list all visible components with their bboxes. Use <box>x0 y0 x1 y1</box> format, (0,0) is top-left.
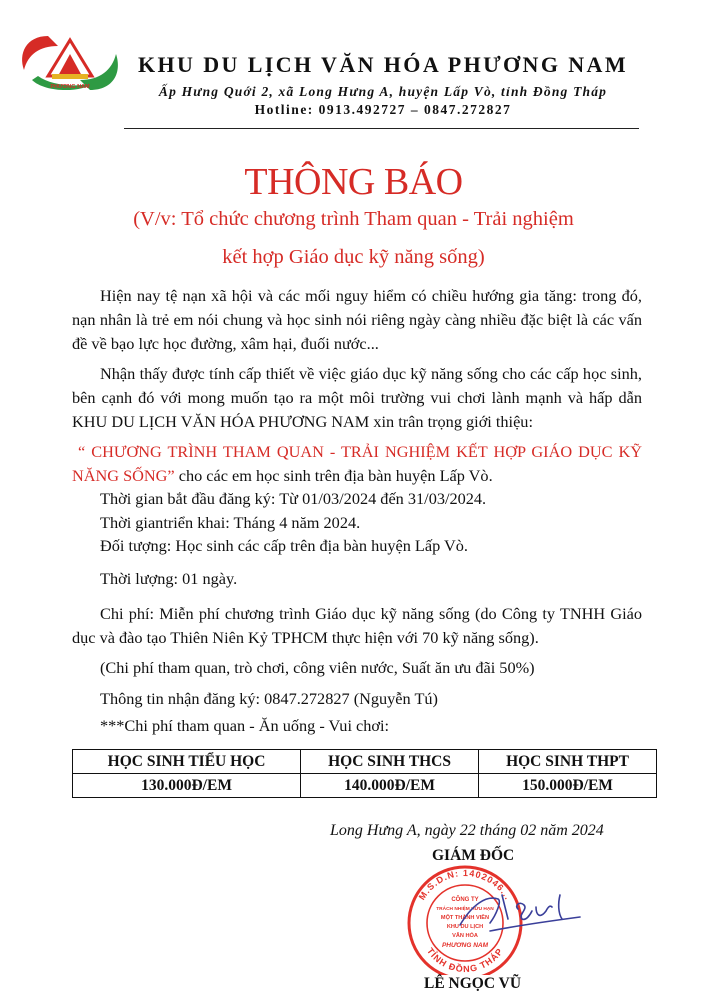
stamp-center-line: KHU DU LỊCH <box>446 924 484 930</box>
org-name: KHU DU LỊCH VĂN HÓA PHƯƠNG NAM <box>138 52 628 77</box>
program-name: “ CHƯƠNG TRÌNH THAM QUAN - TRẢI NGHIỆM KẾT HỢP GIÁO DỤC KỸ NĂNG SỐNG” <box>72 442 642 485</box>
phuong-nam-logo-icon <box>18 28 122 96</box>
fee-table <box>72 749 657 798</box>
director-title: GIÁM ĐỐC <box>432 847 515 864</box>
org-address: Ấp Hưng Quới 2, xã Long Hưng A, huyện Lấp Vò, tỉnh Đồng Tháp <box>158 84 608 99</box>
stamp-center-line: TRÁCH NHIỆM HỮU HẠN <box>436 907 494 912</box>
deployment-time: Thời giantriển khai: Tháng 4 năm 2024. <box>100 513 361 532</box>
table-header-cell: HỌC SINH THPT <box>479 750 657 774</box>
subject-line-1: (V/v: Tổ chức chương trình Tham quan - Trải nghiệm <box>133 208 574 230</box>
duration: Thời lượng: 01 ngày. <box>100 569 238 588</box>
table-header-cell: HỌC SINH TIỂU HỌC <box>73 750 301 774</box>
registration-info: Thông tin nhận đăng ký: 0847.272827 (Nguyễn Tú) <box>100 689 438 708</box>
header-divider <box>124 128 639 129</box>
fee-heading: ***Chi phí tham quan - Ăn uống - Vui chơi: <box>100 716 390 735</box>
stamp-ring-bottom: TỈNH ĐỒNG THÁP <box>424 945 506 975</box>
paragraph-cost: Chi phí: Miễn phí chương trình Giáo dục kỹ năng sống (do Công ty TNHH Giáo dục và đào tạo Thiên Niên Kỷ TPHCM thực hiện với 70 kỹ năng sống). <box>72 604 642 647</box>
stamp-center-line: CÔNG TY <box>451 897 479 903</box>
paragraph-purpose: Nhận thấy được tính cấp thiết về việc giáo dục kỹ năng sống cho các cấp học sinh, bên cạnh đó với mong muốn tạo ra một môi trường vui chơi lành mạnh và hấp dẫn KHU DU LỊCH VĂN HÓA PHƯƠNG NAM xin trân trọng giới thiệu: <box>72 364 642 431</box>
registration-period: Thời gian bắt đầu đăng ký: Từ 01/03/2024 đến 31/03/2024. <box>100 489 487 508</box>
cost-note: (Chi phí tham quan, trò chơi, công viên nước, Suất ăn ưu đãi 50%) <box>100 658 535 677</box>
org-hotline: Hotline: 0913.492727 – 0847.272827 <box>254 102 512 117</box>
program-suffix: cho các em học sinh trên địa bàn huyện Lấp Vò. <box>174 466 493 485</box>
signing-date: Long Hưng A, ngày 22 tháng 02 năm 2024 <box>330 822 604 839</box>
stamp-center-line: VĂN HÓA <box>452 933 478 939</box>
stamp-center-line: PHƯƠNG NAM <box>441 942 489 949</box>
subject-line-2: kết hợp Giáo dục kỹ năng sống) <box>222 246 485 268</box>
table-row <box>73 774 657 798</box>
table-price-cell: 150.000Đ/EM <box>479 774 657 798</box>
company-seal-icon <box>390 865 650 975</box>
document-title: THÔNG BÁO <box>244 161 463 203</box>
table-header-cell: HỌC SINH THCS <box>301 750 479 774</box>
target-audience: Đối tượng: Học sinh các cấp trên địa bàn huyện Lấp Vò. <box>100 536 468 555</box>
stamp-ring-top: M.S.D.N: 1402046... <box>416 867 514 902</box>
table-row <box>73 750 657 774</box>
stamp-center-line: MỘT THÀNH VIÊN <box>440 915 490 921</box>
director-name: LÊ NGỌC VŨ <box>424 975 522 992</box>
table-price-cell: 130.000Đ/EM <box>73 774 301 798</box>
logo-text: PHƯƠNG NAM <box>50 84 90 90</box>
table-price-cell: 140.000Đ/EM <box>301 774 479 798</box>
paragraph-program <box>72 440 642 488</box>
paragraph-intro: Hiện nay tệ nạn xã hội và các mối nguy hiểm có chiều hướng gia tăng: trong đó, nạn nhân là trẻ em nói chung và học sinh nói riêng ngày càng nhiều đặc biệt là các vấn đề về bạo lực học đường, xâm hại, đuối nước... <box>72 286 642 353</box>
